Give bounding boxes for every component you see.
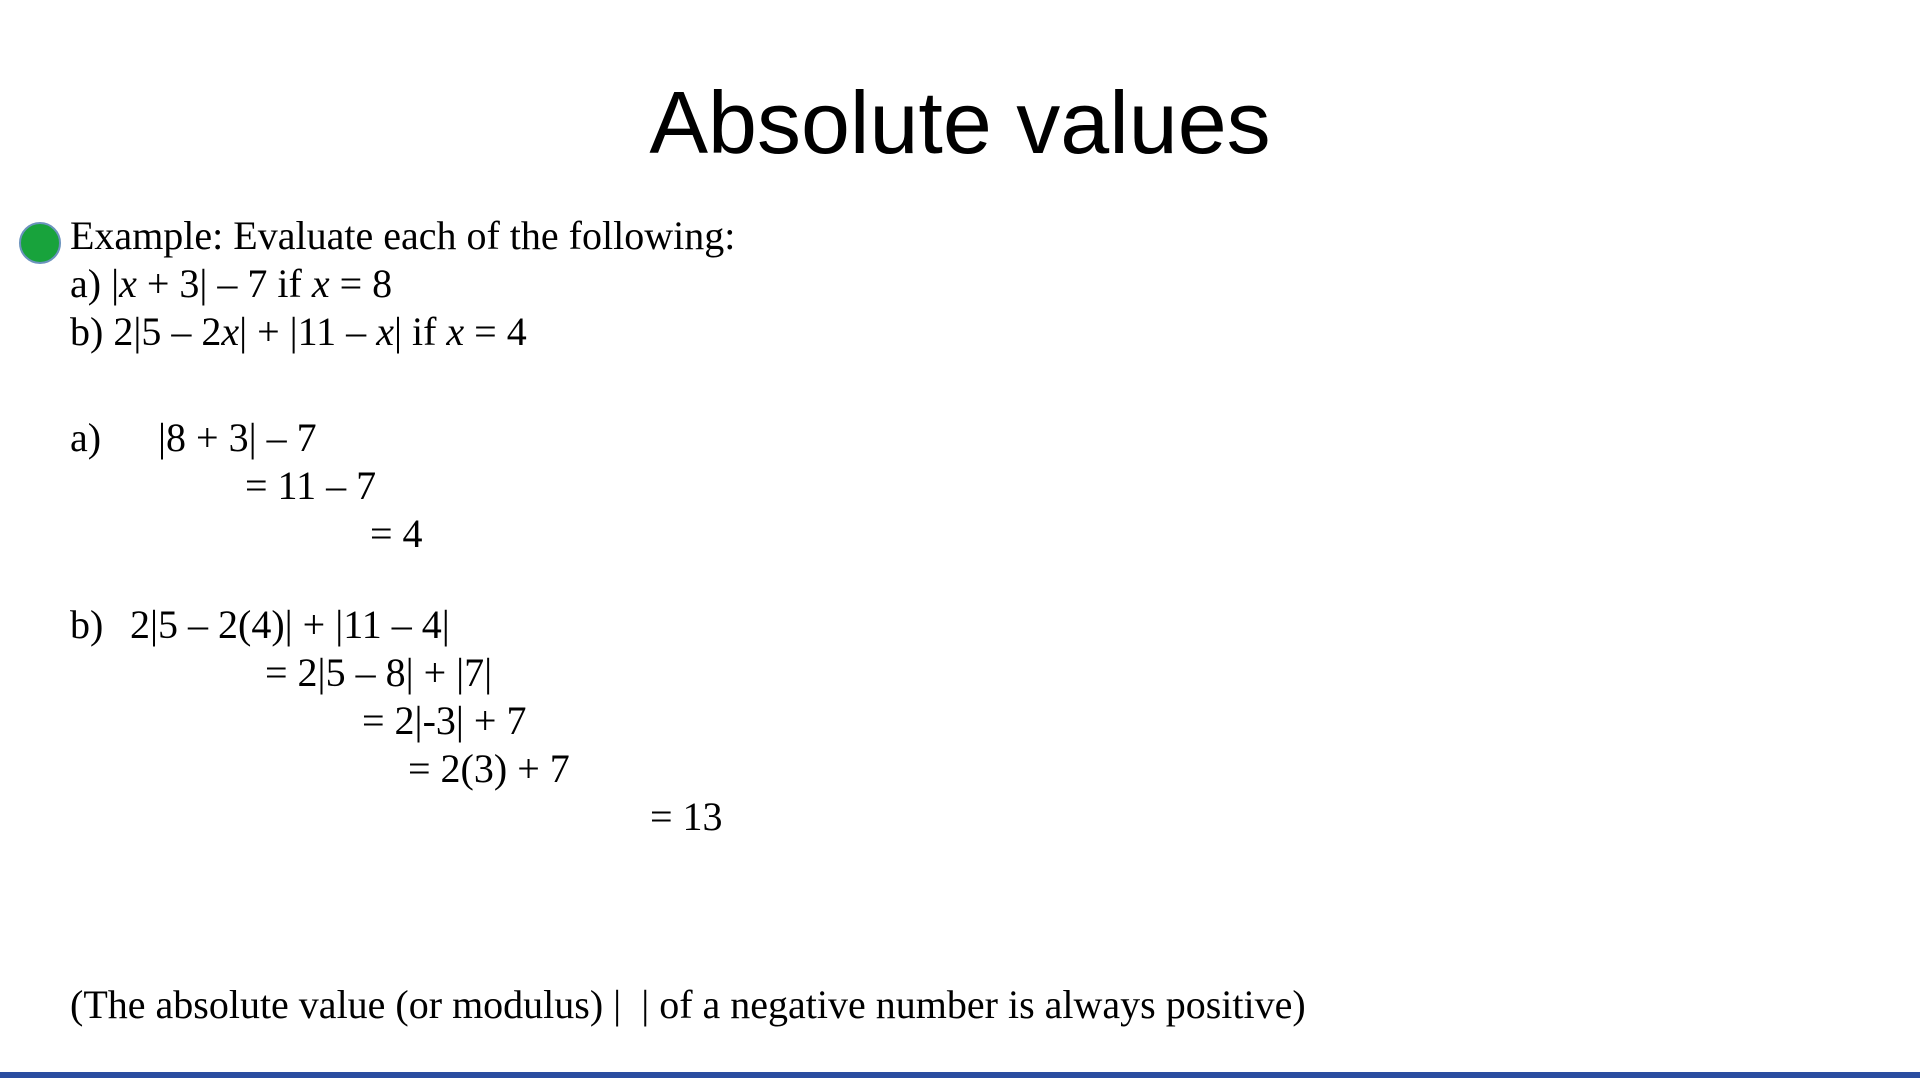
statement-line-b: b) 2|5 – 2x| + |11 – x| if x = 4 [70,309,527,354]
bullet-icon [19,222,61,264]
work-b-step: = 2(3) + 7 [408,746,570,791]
slide-title: Absolute values [649,73,1271,172]
work-b-step: = 2|-3| + 7 [362,698,527,743]
work-a-step: = 11 – 7 [245,463,377,508]
work-a-expression: |8 + 3| – 7 [158,415,317,460]
work-b-label: b) [70,602,104,647]
statement-line-a: a) |x + 3| – 7 if x = 8 [70,261,393,306]
work-b-expression: 2|5 – 2(4)| + |11 – 4| [130,602,450,647]
work-b-step: = 2|5 – 8| + |7| [265,650,493,695]
work-a-step: = 4 [370,511,423,556]
footer-note: (The absolute value (or modulus) | | of a negative number is always positive) [70,982,1306,1027]
bottom-accent-bar [0,1072,1920,1078]
work-b-step: = 13 [650,794,723,839]
work-a-label: a) [70,415,102,460]
statement-intro: Example: Evaluate each of the following: [70,213,736,258]
